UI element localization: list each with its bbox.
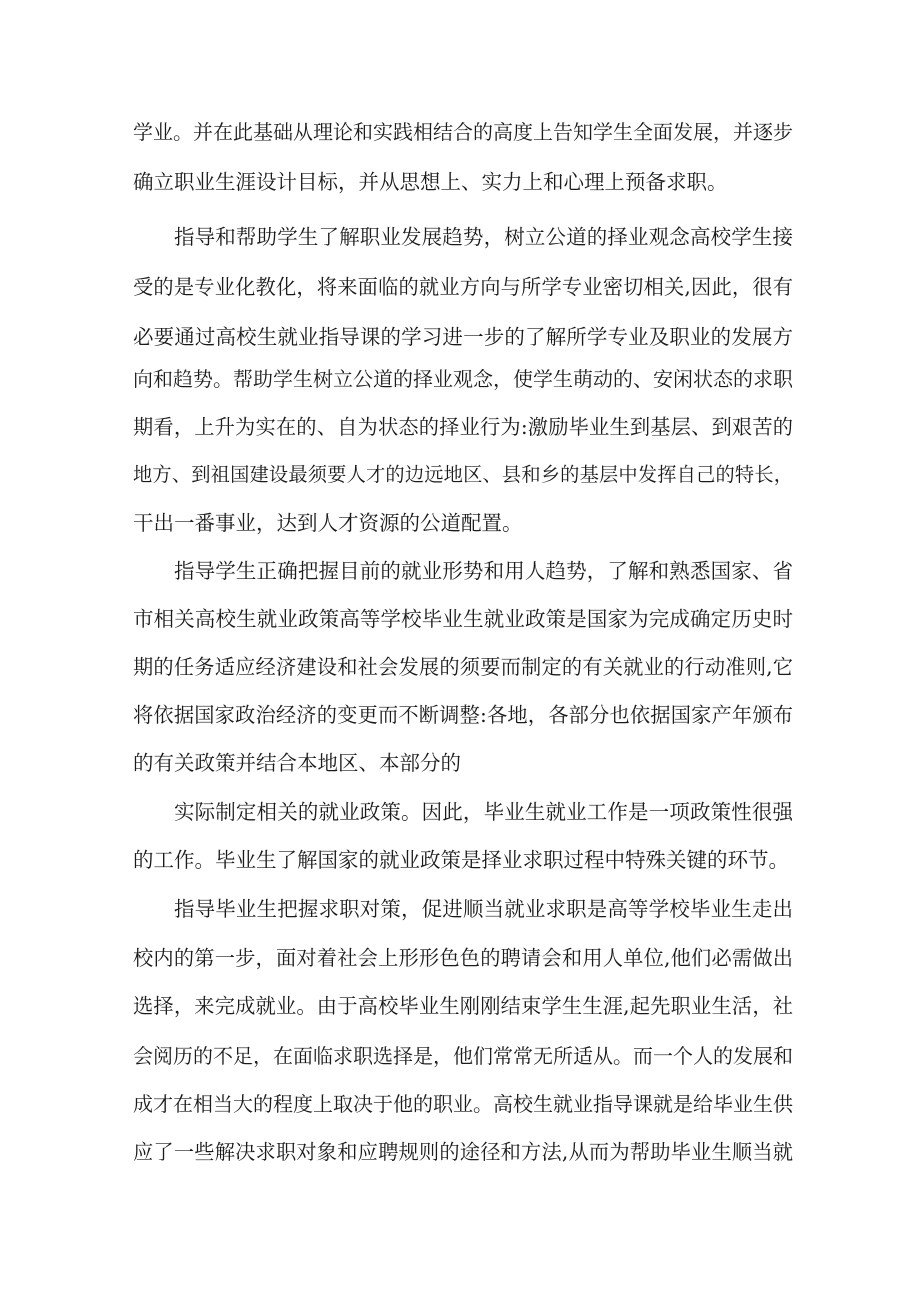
paragraph-2-line-3: 必要通过高校生就业指导课的学习进一步的了解所学专业及职业的发展方 — [133, 325, 793, 349]
paragraph-5-line-6: 应了一些解决求职对象和应聘规则的途径和方法,从而为帮助毕业生顺当就 — [133, 1140, 793, 1164]
paragraph-2-line-1: 指导和帮助学生了解职业发展趋势，树立公道的择业观念高校学生接 — [174, 225, 793, 249]
paragraph-3-line-1: 指导学生正确把握目前的就业形势和用人趋势，了解和熟悉国家、省 — [174, 559, 793, 583]
paragraph-5-line-3: 选择，来完成就业。由于高校毕业生刚刚结束学生生涯,起先职业生活，社 — [133, 994, 793, 1018]
paragraph-3-line-5: 的有关政策并结合本地区、本部分的 — [133, 751, 461, 775]
paragraph-2-line-6: 地方、到祖国建设最须要人才的边远地区、县和乡的基层中发挥自己的特长， — [133, 463, 793, 486]
paragraph-5-line-4: 会阅历的不足，在面临求职选择是，他们常常无所适从。而一个人的发展和 — [133, 1044, 793, 1068]
paragraph-3-line-3: 期的任务适应经济建设和社会发展的须要而制定的有关就业的行动准则,它 — [133, 655, 793, 679]
paragraph-4-line-2: 的工作。毕业生了解国家的就业政策是择业求职过程中特殊关键的环节。 — [133, 848, 789, 872]
paragraph-1-line-1: 学业。并在此基础从理论和实践相结合的高度上告知学生全面发展，并逐步 — [133, 120, 793, 144]
paragraph-2-line-5: 期看，上升为实在的、自为状态的择业行为:激励毕业生到基层、到艰苦的 — [133, 415, 793, 439]
paragraph-1-line-2: 确立职业生涯设计目标，并从思想上、实力上和心理上预备求职。 — [133, 170, 728, 194]
paragraph-5-line-2: 校内的第一步，面对着社会上形形色色的聘请会和用人单位,他们必需做出 — [133, 946, 793, 970]
paragraph-2-line-4: 向和趋势。帮助学生树立公道的择业观念，使学生萌动的、安闲状态的求职 — [133, 367, 793, 391]
paragraph-3-line-2: 市相关高校生就业政策高等学校毕业生就业政策是国家为完成确定历史时 — [133, 607, 793, 631]
paragraph-2-line-7: 干出一番事业，达到人才资源的公道配置。 — [133, 511, 523, 535]
paragraph-3-line-4: 将依据国家政治经济的变更而不断调整:各地，各部分也依据国家产年颁布 — [133, 703, 793, 727]
paragraph-4-line-1: 实际制定相关的就业政策。因此，毕业生就业工作是一项政策性很强 — [174, 800, 793, 824]
paragraph-5-line-5: 成才在相当大的程度上取决于他的职业。高校生就业指导课就是给毕业生供 — [133, 1092, 793, 1116]
paragraph-2-line-2: 受的是专业化教化，将来面临的就业方向与所学专业密切相关,因此，很有 — [133, 275, 793, 299]
paragraph-5-line-1: 指导毕业生把握求职对策，促进顺当就业求职是高等学校毕业生走出 — [174, 897, 793, 921]
